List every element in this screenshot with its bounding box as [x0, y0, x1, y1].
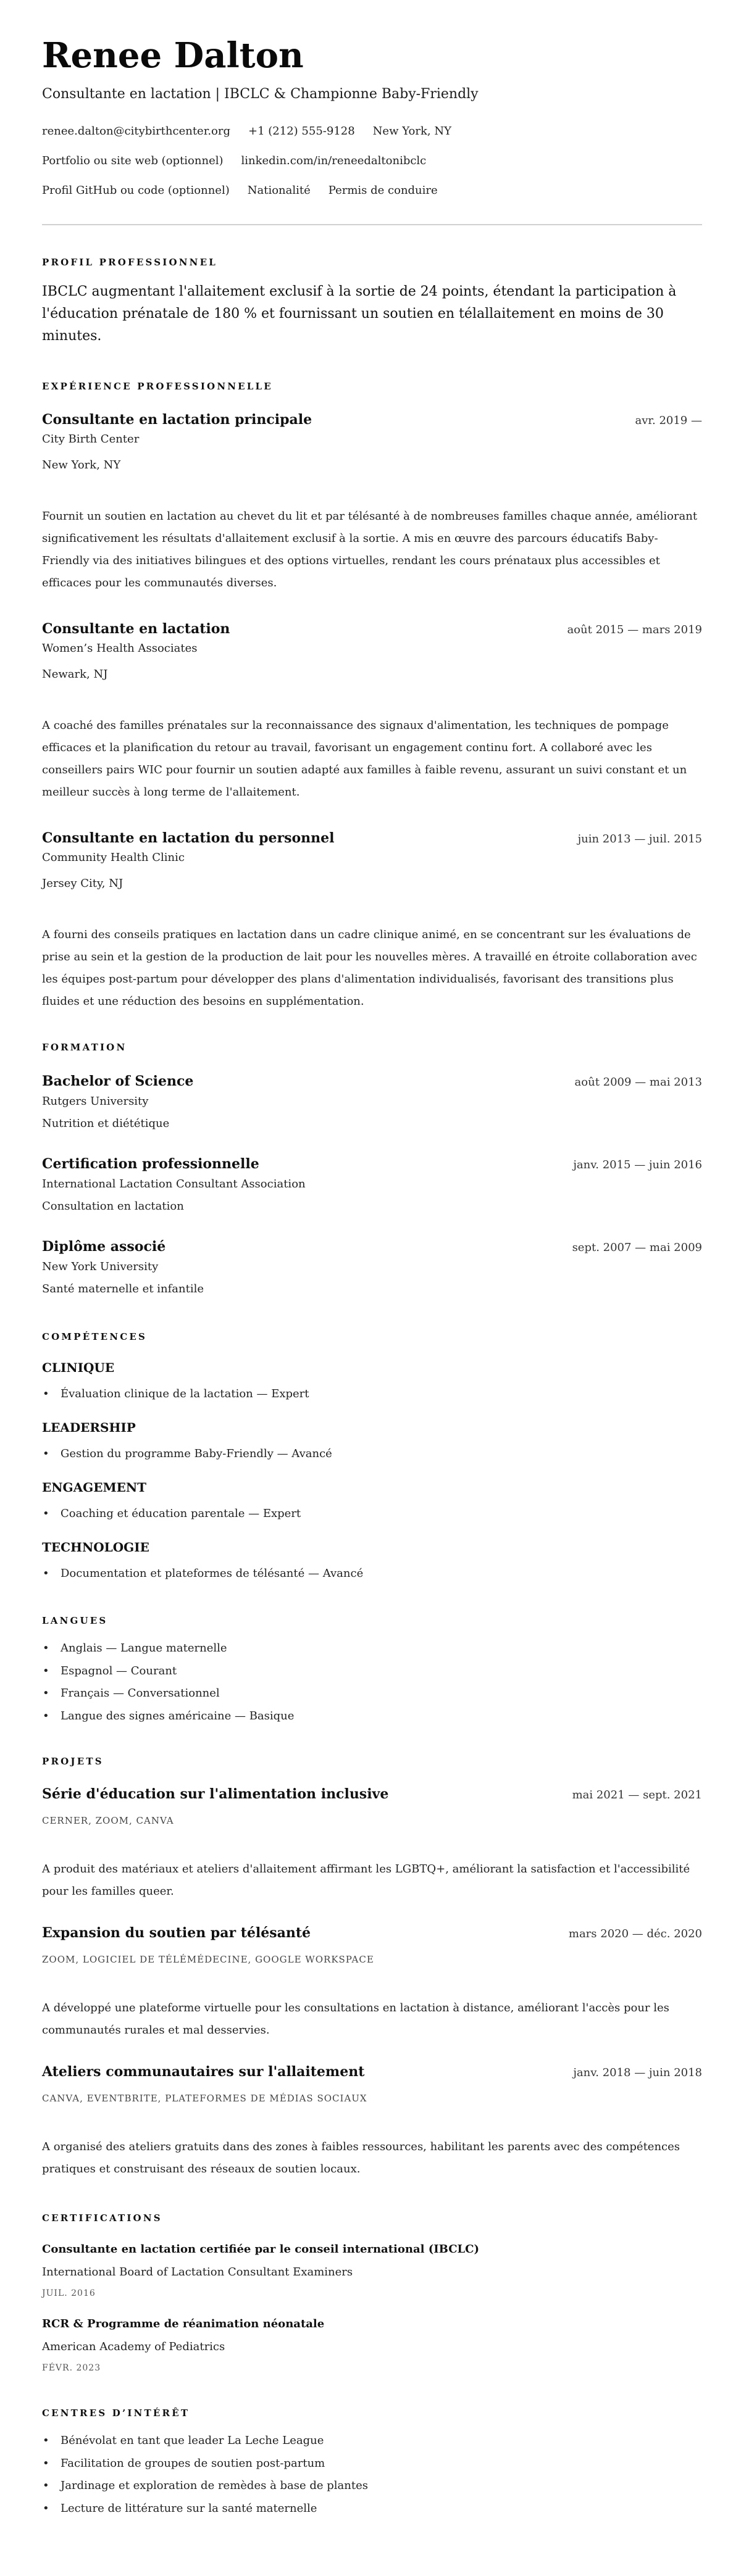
field-of-study: Nutrition et diététique [42, 1117, 170, 1130]
languages-list [42, 1637, 702, 1727]
contact-row [42, 117, 702, 146]
employer: Women’s Health Associates [42, 642, 198, 655]
education-dates: août 2009 — mai 2013 [574, 1076, 702, 1089]
job-description: Fournit un soutien en lactation au chevet du lit et par télésanté à de nombreuses familles chaque année, améliorant significativement les résultats d'allaitement exclusif à la sortie. A mis en œuvre des parcours éducatifs Baby-Friendly via des initiatives bilingues et des options virtuelles, rendant les cours prénataux plus accessibles et efficaces pour les communautés diverses. [42, 510, 698, 589]
skill-category: TECHNOLOGIE [42, 1540, 149, 1555]
certification-issuer: American Academy of Pediatrics [42, 2340, 225, 2353]
job-description: A fourni des conseils pratiques en lactation dans un cadre clinique animé, en se concentrant sur les évaluations de prise au sein et la gestion de la production de lait pour les nouvelles mères. A travaillé en étroite collaboration avec les équipes post-partum pour développer des plans d'alimentation individualisés, favorisant des transitions plus fluides et une réduction des besoins en supplémentation. [42, 928, 697, 1008]
education-item [42, 1237, 702, 1298]
skill-item: • Gestion du programme Baby-Friendly — Avancé [42, 1445, 702, 1463]
job-location: Jersey City, NJ [42, 877, 124, 890]
field-of-study: Santé maternelle et infantile [42, 1282, 204, 1295]
education-item [42, 1155, 702, 1215]
school: Rutgers University [42, 1095, 149, 1108]
language-item: • Anglais — Langue maternelle [42, 1637, 702, 1660]
education-dates: sept. 2007 — mai 2009 [572, 1241, 702, 1254]
section-heading-interests: CENTRES D’INTÉRÊT [42, 2408, 190, 2419]
project-title: Ateliers communautaires sur l'allaitement [42, 2064, 365, 2080]
project-header [42, 2063, 702, 2081]
candidate-headline: Consultante en lactation | IBCLC & Championne Baby-Friendly [42, 86, 479, 102]
contact-row [42, 146, 702, 176]
skill-items [42, 1565, 702, 1582]
interest-item: • Jardinage et exploration de remèdes à base de plantes [42, 2475, 702, 2498]
contact-github[interactable]: Profil GitHub ou code (optionnel) [42, 184, 230, 197]
projects-list [42, 1785, 702, 2180]
interests-list [42, 2430, 702, 2520]
contact-row [42, 176, 702, 206]
section-heading-projects: PROJETS [42, 1756, 104, 1767]
certification-item [42, 2316, 702, 2375]
skill-items [42, 1386, 702, 1403]
language-item: • Espagnol — Courant [42, 1660, 702, 1683]
skill-item: • Coaching et éducation parentale — Expert [42, 1505, 702, 1523]
section-heading-skills: COMPÉTENCES [42, 1331, 148, 1342]
project-description: A développé une plateforme virtuelle pour les consultations en lactation à distance, améliorant l'accès pour les communautés rurales et mal desservies. [42, 2001, 669, 2037]
contact-email[interactable]: renee.dalton@citybirthcenter.org [42, 125, 231, 138]
education-header [42, 1155, 702, 1173]
project-description: A produit des matériaux et ateliers d'allaitement affirmant les LGBTQ+, améliorant la satisfaction et l'accessibilité pour les familles queer. [42, 1863, 690, 1898]
language-item: • Français — Conversationnel [42, 1682, 702, 1705]
skill-category: ENGAGEMENT [42, 1480, 146, 1495]
job-dates: juin 2013 — juil. 2015 [577, 833, 702, 846]
skill-category: CLINIQUE [42, 1360, 115, 1375]
project-description: A organisé des ateliers gratuits dans des zones à faibles ressources, habilitant les parents avec des compétences pratiques et construisant des réseaux de soutien locaux. [42, 2140, 680, 2175]
experience-item [42, 410, 702, 594]
contact-linkedin[interactable]: linkedin.com/in/reneedaltonibclc [241, 154, 427, 167]
education-list [42, 1072, 702, 1298]
job-location: Newark, NJ [42, 668, 108, 681]
employer: City Birth Center [42, 433, 140, 446]
section-heading-experience: EXPÉRIENCE PROFESSIONNELLE [42, 381, 273, 392]
contact-location: New York, NY [372, 125, 451, 138]
certification-issuer: International Board of Lactation Consultant Examiners [42, 2266, 353, 2279]
job-title: Consultante en lactation du personnel [42, 830, 335, 846]
skill-items [42, 1505, 702, 1523]
education-header [42, 1072, 702, 1091]
degree: Certification professionnelle [42, 1156, 259, 1172]
experience-header [42, 829, 702, 847]
school: New York University [42, 1260, 159, 1273]
certifications-list [42, 2242, 702, 2375]
project-title: Série d'éducation sur l'alimentation inclusive [42, 1786, 389, 1802]
project-dates: mars 2020 — déc. 2020 [568, 1927, 702, 1940]
education-header [42, 1237, 702, 1256]
certification-date: JUIL. 2016 [42, 2288, 96, 2298]
project-title: Expansion du soutien par télésanté [42, 1925, 311, 1941]
resume-header [42, 36, 702, 206]
language-item: • Langue des signes américaine — Basique [42, 1705, 702, 1728]
certification-name: Consultante en lactation certifiée par le conseil international (IBCLC) [42, 2243, 480, 2256]
job-dates: avr. 2019 — [635, 414, 702, 427]
school: International Lactation Consultant Association [42, 1178, 306, 1190]
degree: Diplôme associé [42, 1239, 166, 1255]
job-title: Consultante en lactation [42, 621, 230, 637]
skills-list [42, 1359, 702, 1582]
section-heading-profile: PROFIL PROFESSIONNEL [42, 257, 217, 268]
project-item [42, 2063, 702, 2180]
experience-header [42, 620, 702, 638]
project-tech: ZOOM, LOGICIEL DE TÉLÉMÉDECINE, GOOGLE WORKSPACE [42, 1954, 374, 1965]
interest-item: • Bénévolat en tant que leader La Leche League [42, 2430, 702, 2453]
job-location: New York, NY [42, 459, 121, 472]
skill-category: LEADERSHIP [42, 1420, 136, 1435]
degree: Bachelor of Science [42, 1073, 194, 1089]
header-divider [42, 224, 702, 225]
experience-header [42, 410, 702, 429]
job-dates: août 2015 — mars 2019 [567, 623, 702, 636]
skill-item: • Documentation et plateformes de télésanté — Avancé [42, 1565, 702, 1582]
section-heading-languages: LANGUES [42, 1615, 108, 1626]
contact-license: Permis de conduire [328, 184, 438, 197]
project-dates: mai 2021 — sept. 2021 [572, 1789, 702, 1801]
project-header [42, 1785, 702, 1803]
contact-portfolio[interactable]: Portfolio ou site web (optionnel) [42, 154, 224, 167]
section-heading-education: FORMATION [42, 1042, 127, 1053]
certification-date: FÉVR. 2023 [42, 2363, 101, 2373]
section-heading-certifications: CERTIFICATIONS [42, 2212, 162, 2224]
job-title: Consultante en lactation principale [42, 412, 312, 428]
interest-item: • Lecture de littérature sur la santé maternelle [42, 2498, 702, 2520]
education-item [42, 1072, 702, 1132]
field-of-study: Consultation en lactation [42, 1200, 184, 1213]
contact-nationality: Nationalité [247, 184, 311, 197]
job-description: A coaché des familles prénatales sur la reconnaissance des signaux d'alimentation, les techniques de pompage efficaces et la planification du retour au travail, favorisant un engagement continu fort. A collaboré avec les conseillers pairs WIC pour fournir un soutien adapté aux familles à faible revenu, assurant un suivi constant et un meilleur succès à long terme de l'allaitement. [42, 719, 687, 799]
project-item [42, 1924, 702, 2042]
project-item [42, 1785, 702, 1903]
interest-item: • Facilitation de groupes de soutien post-partum [42, 2453, 702, 2475]
certification-name: RCR & Programme de réanimation néonatale [42, 2317, 325, 2330]
experience-list [42, 410, 702, 1013]
experience-item [42, 620, 702, 804]
education-dates: janv. 2015 — juin 2016 [573, 1158, 702, 1171]
skill-items [42, 1445, 702, 1463]
contact-phone[interactable]: +1 (212) 555-9128 [248, 125, 355, 138]
project-tech: CERNER, ZOOM, CANVA [42, 1815, 174, 1826]
project-dates: janv. 2018 — juin 2018 [573, 2066, 702, 2079]
project-tech: CANVA, EVENTBRITE, PLATEFORMES DE MÉDIAS SOCIAUX [42, 2093, 367, 2104]
candidate-name: Renee Dalton [42, 35, 304, 76]
experience-item [42, 829, 702, 1013]
certification-item [42, 2242, 702, 2300]
skill-item: • Évaluation clinique de la lactation — Expert [42, 1386, 702, 1403]
profile-summary: IBCLC augmentant l'allaitement exclusif à la sortie de 24 points, étendant la participation à l'éducation prénatale de 180 % et fournissant un soutien en télallaitement en moins de 30 minutes. [42, 284, 677, 344]
employer: Community Health Clinic [42, 851, 185, 864]
project-header [42, 1924, 702, 1942]
